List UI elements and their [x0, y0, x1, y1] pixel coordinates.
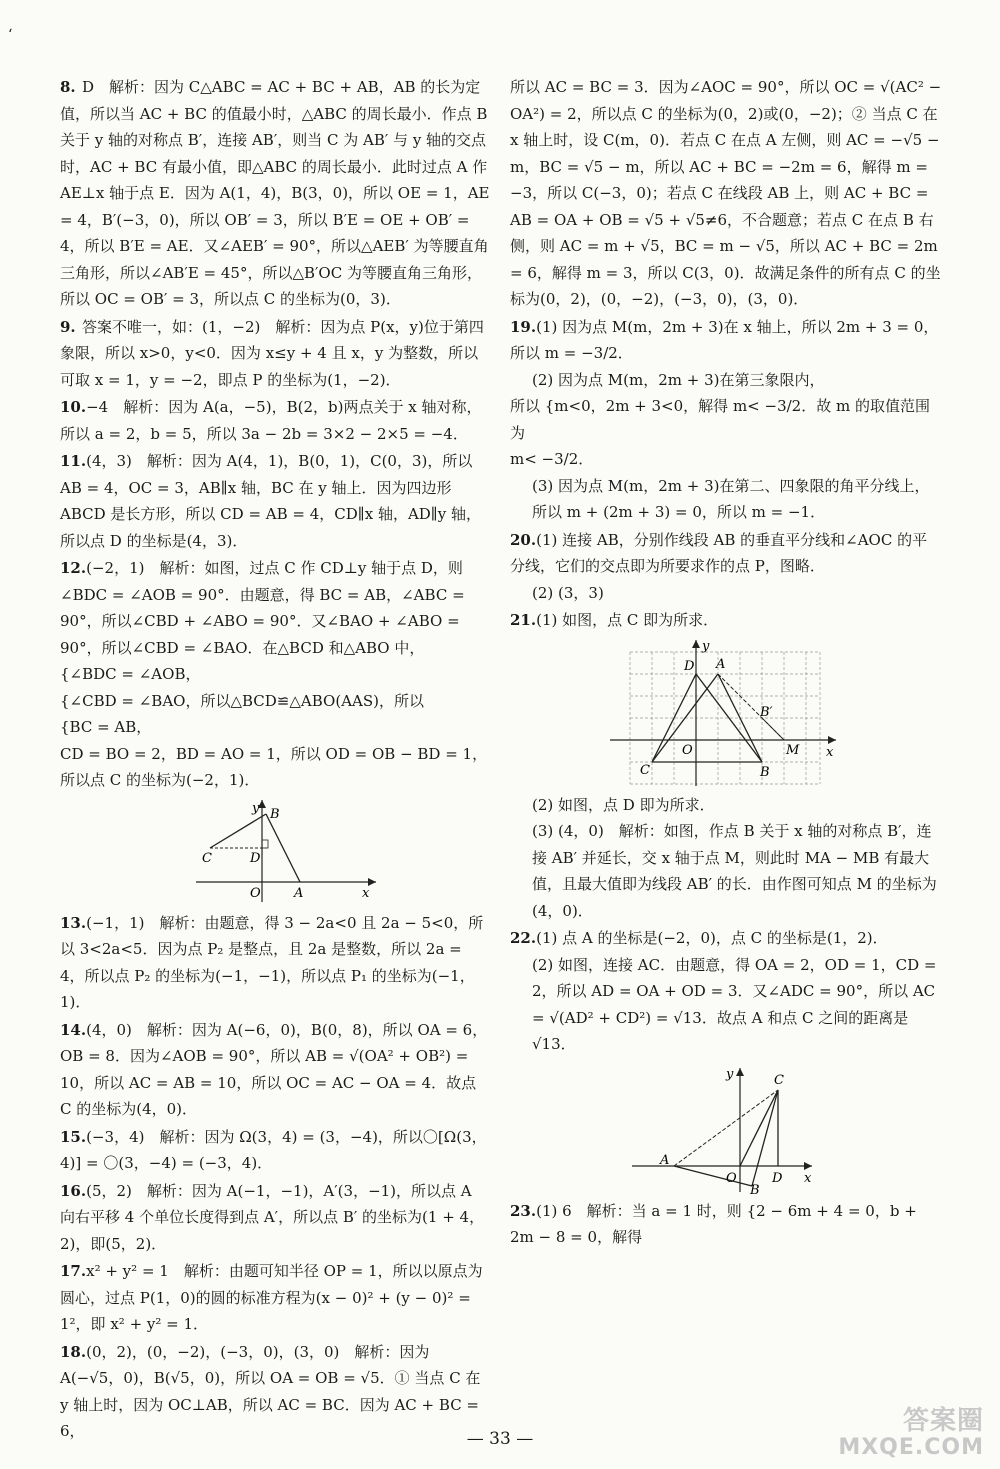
answer-9: 9. 答案不唯一，如：(1，−2) 解析：因为点 P(x，y)位于第四象限，所以 x>0，y<0．因为 x≤y + 4 且 x，y 为整数，所以可取 x = 1，y = −2，即点 P 的坐标为(1，−2)． — [60, 317, 484, 389]
fig22-label-x: x — [804, 1170, 812, 1186]
fig22-label-A: A — [660, 1152, 670, 1168]
answer-19: 19.(1) 因为点 M(m，2m + 3)在 x 轴上，所以 2m + 3 = 0， 所以 m = −3/2． (2) 因为点 M(m，2m + 3)在第三象限内， 所以 {m<0，2m + 3<0，解得 m< −3/2．故 m 的取值范围为 m< −3/2． (3) 因为点 M(m，2m + 3)在第二、四象限的角平分线上，所以 m + (2m + 3) = 0，所以 m = −1． — [510, 317, 939, 521]
figure-21 — [608, 638, 838, 788]
answer-20: 20.(1) 连接 AB，分别作线段 AB 的垂直平分线和∠AOC 的平分线，它们的交点即为所要求作的点 P，图略． (2) (3，3) — [510, 530, 928, 602]
fig21-label-O: O — [682, 742, 693, 758]
fig22-label-O: O — [726, 1170, 737, 1186]
answer-17: 17.x² + y² = 1 解析：由题可知半径 OP = 1，所以以原点为圆心，过点 P(1，0)的圆的标准方程为(x − 0)² + (y − 0)² = 1²，即 x² + y² = 1． — [60, 1262, 483, 1333]
fig22-label-D: D — [772, 1170, 783, 1186]
answer-12: 12.(−2，1) 解析：如图，过点 C 作 CD⊥y 轴于点 D，则∠BDC = ∠AOB = 90°．由题意，得 BC = AB，∠ABC = 90°，所以∠CBD + ∠ABO = 90°．又∠BAO + ∠ABO = 90°，所以∠CBD = ∠BAO．在△BCD 和△ABO 中， {∠BDC = ∠AOB， {∠CBD = ∠BAO，所以△BCD≌△ABO(AAS)，所以 {BC = AB， CD = BO = 2，BD = AO = 1，所以 OD = OB − BD = 1，所以点 C 的坐标为(−2，1)． y B C D O A x — [60, 555, 490, 906]
watermark-line2: MXQE.COM — [838, 1434, 984, 1460]
fig22-label-y: y — [726, 1066, 734, 1082]
page-number: — 33 — — [466, 1429, 534, 1449]
fig12-label-C: C — [202, 850, 212, 866]
fig12-label-D: D — [250, 850, 261, 866]
fig21-label-M: M — [786, 742, 800, 758]
fig12-label-x: x — [362, 885, 370, 901]
fig12-label-A: A — [294, 885, 304, 901]
answer-11: 11.(4，3) 解析：因为 A(4，1)，B(0，1)，C(0，3)，所以 AB = 4，OC = 3，AB∥x 轴，BC 在 y 轴上．因为四边形 ABCD 是长方形，所以 CD = AB = 4，CD∥x 轴，AD∥y 轴，所以点 D 的坐标是(4，3)． — [60, 452, 481, 550]
watermark — [838, 1408, 984, 1461]
answer-18-continued: 所以 AC = BC = 3．因为∠AOC = 90°，所以 OC = √(AC² − OA²) = 2，所以点 C 的坐标为(0，2)或(0，−2)；② 当点 C 在 x 轴上时，设 C(m，0)．若点 C 在点 A 左侧，则 AC = −√5 − m，BC = √5 − m，所以 AC + BC = −2m = 6，解得 m = −3，所以 C(−3，0)；若点 C 在线段 AB 上，则 AC + BC = AB = OA + OB = √5 + √5≠6，不合题意；若点 C 在点 B 右侧，则 AC = m + √5，BC = m − √5，所以 AC + BC = 2m = 6，解得 m = 3，所以 C(3，0)．故满足条件的所有点 C 的坐标为(0，2)，(0，−2)，(−3，0)，(3，0)． — [510, 78, 942, 308]
answer-16: 16.(5，2) 解析：因为 A(−1，−1)，A′(3，−1)，所以点 A 向右平移 4 个单位长度得到点 A′，所以点 B′ 的坐标为(1 + 4，2)，即(5，2)． — [60, 1181, 485, 1253]
answer-23: 23.(1) 6 解析：当 a = 1 时，则 {2 − 6m + 4 = 0，b + 2m − 8 = 0，解得 — [510, 1201, 917, 1246]
fig12-label-B: B — [270, 806, 280, 822]
figure-12 — [190, 798, 380, 906]
fig21-label-A: A — [716, 656, 726, 672]
fig21-label-B: B — [760, 764, 770, 780]
answer-14: 14.(4，0) 解析：因为 A(−6，0)，B(0，8)，所以 OA = 6，OB = 8．因为∠AOB = 90°，所以 AB = √(OA² + OB²) = 10，所以 AC = AB = 10，所以 OC = AC − OA = 4．故点 C 的坐标为(4，0)． — [60, 1020, 488, 1118]
answer-21: 21.(1) 如图，点 C 即为所求． y D A B′ O M x C B — [510, 607, 942, 788]
watermark-line1: 答案圈 — [902, 1406, 984, 1436]
fig21-label-D: D — [684, 658, 695, 674]
right-column — [510, 74, 942, 1252]
corner-mark: ‘ — [8, 27, 13, 43]
fig22-label-B: B — [750, 1182, 760, 1194]
answer-22: 22.(1) 点 A 的坐标是(−2，0)，点 C 的坐标是(1，2)． (2) 如图，连接 AC．由题意，得 OA = 2，OD = 1，CD = 2，所以 AD = OA + OD = 3．又∠ADC = 90°，所以 AC = √(AD² + CD²) = √13．故点 A 和点 C 之间的距离是 √13． y C A O D x B — [510, 925, 942, 1194]
answer-13: 13.(−1，1) 解析：由题意，得 3 − 2a<0 且 2a − 5<0，所以 3<2a<5．因为点 P₂ 是整点，且 2a 是整数，所以 2a = 4，所以点 P₂ 的坐标为(−1，−1)，所以点 P₁ 的坐标为(−1，1)． — [60, 913, 484, 1011]
answer-8: 8. D 解析：因为 C△ABC = AC + BC + AB，AB 的长为定值，所以当 AC + BC 的值最小时，△ABC 的周长最小．作点 B 关于 y 轴的对称点 B′，连接 AB′，则当 C 为 AB′ 与 y 轴的交点时，AC + BC 有最小值，即△ABC 的周长最小．此时过点 A 作 AE⊥x 轴于点 E．因为 A(1，4)，B(3，0)，所以 OE = 1，AE = 4，B′(−3，0)，所以 OB′ = 3，所以 B′E = OE + OB′ = 4，所以 B′E = AE．又∠AEB′ = 90°，所以△AEB′ 为等腰直角三角形，所以∠AB′E = 45°，所以△B′OC 为等腰直角三角形，所以 OC = OB′ = 3，所以点 C 的坐标为(0，3)． — [60, 78, 490, 308]
fig21-label-C: C — [640, 762, 650, 778]
fig21-label-x: x — [826, 744, 834, 760]
figure-22 — [628, 1062, 818, 1194]
fig21-label-y: y — [702, 638, 710, 654]
fig12-label-O: O — [250, 885, 261, 901]
answer-10: 10.−4 解析：因为 A(a，−5)，B(2，b)两点关于 x 轴对称，所以 a = 2，b = 5，所以 3a − 2b = 3×2 − 2×5 = −4． — [60, 398, 482, 443]
fig22-label-C: C — [774, 1072, 784, 1088]
answer-18: 18.(0，2)，(0，−2)，(−3，0)，(3，0) 解析：因为 A(−√5，0)，B(√5，0)，所以 OA = OB = √5．① 当点 C 在 y 轴上时，因为 OC⊥AB，所以 AC = BC．因为 AC + BC = 6， — [60, 1342, 481, 1440]
fig21-label-Bprime: B′ — [760, 704, 773, 720]
answer-15: 15.(−3，4) 解析：因为 Ω(3，4) = (3，−4)，所以〇[Ω(3，4)] = 〇(3，−4) = (−3，4)． — [60, 1127, 487, 1172]
left-column — [60, 74, 490, 1446]
answer-21-parts: (2) 如图，点 D 即为所求． (3) (4，0) 解析：如图，作点 B 关于 x 轴的对称点 B′，连接 AB′ 并延长，交 x 轴于点 M，则此时 MA − MB 有最大值，且最大值即为线段 AB′ 的长．由作图可知点 M 的坐标为(4，0)． — [532, 795, 937, 920]
fig12-label-y: y — [252, 800, 260, 816]
